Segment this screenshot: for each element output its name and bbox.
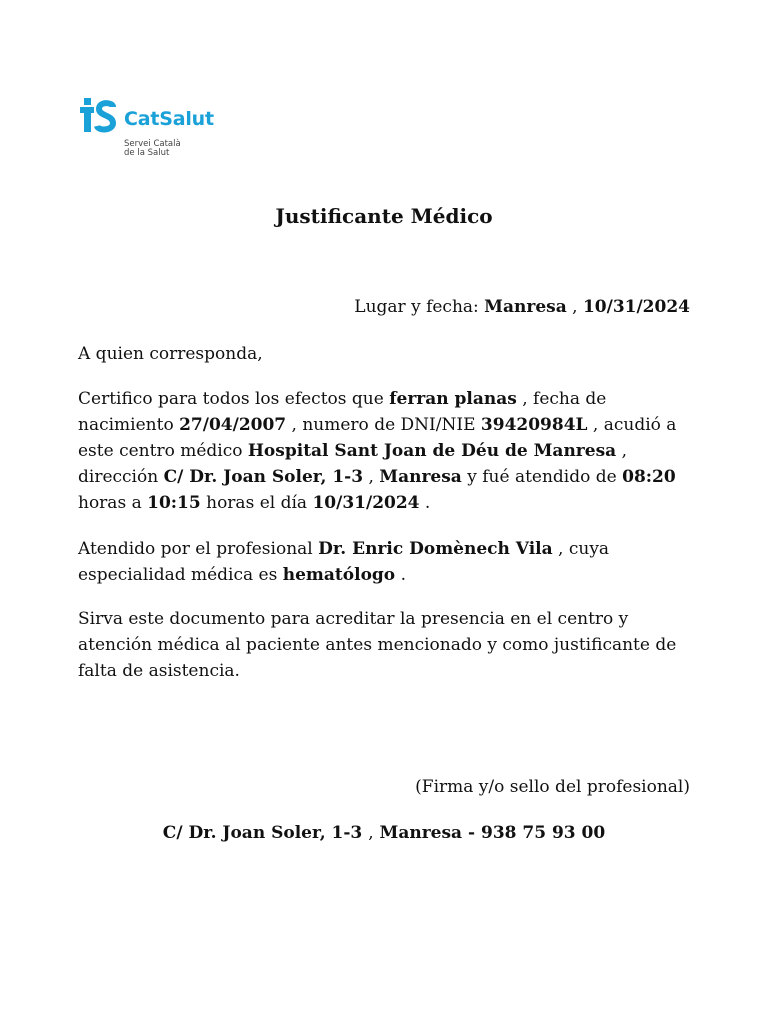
footer-address: C/ Dr. Joan Soler, 1-3 <box>162 823 363 843</box>
specialty: hematólogo <box>282 565 396 585</box>
attended-paragraph: Atendido por el profesional Dr. Enric Domènech Vila , cuya especialidad médica es hematólogo . <box>78 539 610 585</box>
footer-phone: 938 75 93 00 <box>480 823 606 843</box>
logo-subtitle: Servei Català de la Salut <box>124 139 181 158</box>
time-to: 10:15 <box>147 493 201 513</box>
document-title: Justificante Médico <box>275 204 493 228</box>
place-date-label: Lugar y fecha: <box>354 297 479 317</box>
footer-city: Manresa <box>379 823 463 843</box>
time-from: 08:20 <box>622 467 676 487</box>
closing-paragraph: Sirva este documento para acreditar la presencia en el centro y atención médica al paciente antes mencionado y como justificante de falta de asistencia. <box>78 609 677 681</box>
catsalut-logo <box>80 98 240 162</box>
visit-date: 10/31/2024 <box>312 493 420 513</box>
greeting: A quien corresponda, <box>78 344 263 364</box>
signature-line: (Firma y/o sello del profesional) <box>415 777 690 797</box>
center-city: Manresa <box>379 467 462 487</box>
doctor-name: Dr. Enric Domènech Vila <box>318 539 553 559</box>
catsalut-logo-icon <box>80 98 116 134</box>
certificate-paragraph: Certifico para todos los efectos que ferran planas , fecha de nacimiento 27/04/2007 , numero de DNI/NIE 39420984L , acudió a este centro médico Hospital Sant Joan de Déu de Manresa , dirección C/ Dr. Joan Soler, 1-3 , Manresa y fué atendido de 08:20 horas a 10:15 horas el día 10/31/2024 . <box>78 389 677 513</box>
document-date: 10/31/2024 <box>582 297 690 317</box>
logo-wordmark: CatSalut <box>124 108 214 130</box>
place-date-line: Lugar y fecha: Manresa , 10/31/2024 <box>354 297 690 317</box>
place: Manresa <box>484 297 567 317</box>
birth-date: 27/04/2007 <box>179 415 287 435</box>
medical-center: Hospital Sant Joan de Déu de Manresa <box>247 441 617 461</box>
patient-name: ferran planas <box>389 389 517 409</box>
center-address: C/ Dr. Joan Soler, 1-3 <box>163 467 364 487</box>
footer-contact: C/ Dr. Joan Soler, 1-3 , Manresa - 938 75 93 00 <box>162 823 606 843</box>
dni-number: 39420984L <box>480 415 588 435</box>
